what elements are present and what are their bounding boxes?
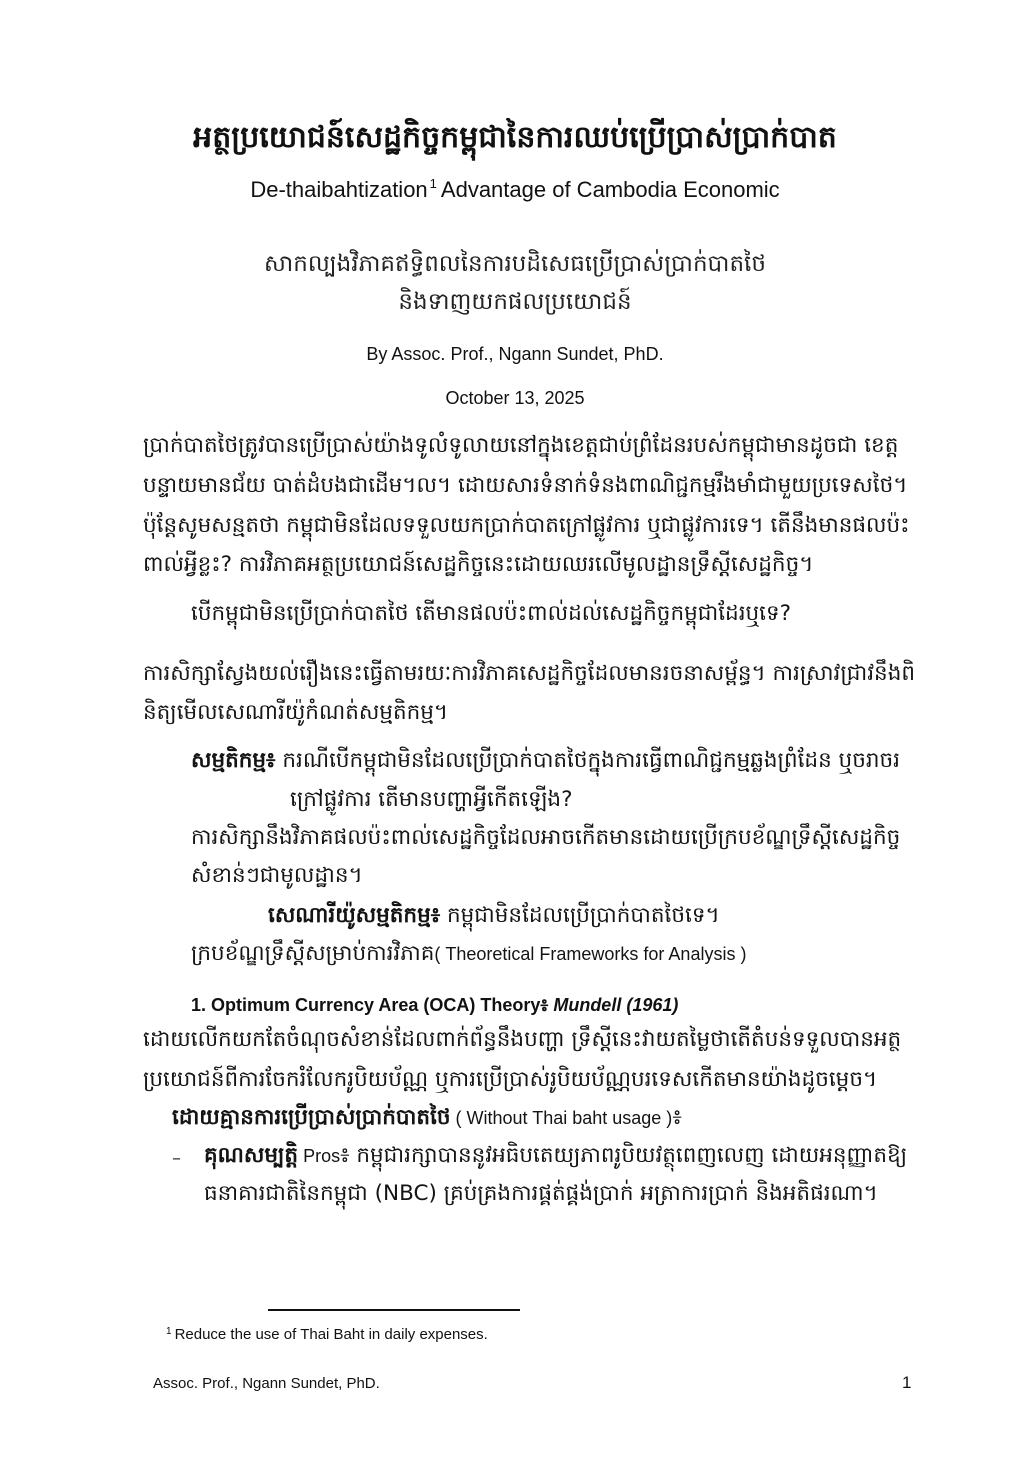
para3-line-1: ដោយលើកយកតែចំណុចសំខាន់ដែលពាក់ព័ន្ធនឹងបញ្ហា ទ្រឹស្តីនេះវាយតម្លៃថាតើតំបន់ទទួលបានអត្ថ — [143, 1027, 902, 1052]
oca-title: 1. Optimum Currency Area (OCA) Theory៖ — [191, 995, 549, 1015]
without-colon: ៖ — [672, 1105, 682, 1130]
without-en: ( Without Thai baht usage ) — [450, 1108, 673, 1128]
pros-en: Pros — [298, 1146, 341, 1166]
subtitle-line-1: សាកល្បងវិភាគឥទ្ធិពលនៃការបដិសេធប្រើប្រាស់ប្រាក់បាតថៃ — [264, 251, 766, 277]
hypothesis-line-2: ក្រៅផ្លូវការ តើមានបញ្ហាអ្វីកើតឡើង? — [290, 787, 573, 812]
hypothesis-label: សម្មតិកម្ម៖ — [191, 748, 276, 773]
study-line-2: សំខាន់ៗជាមូលដ្ឋាន។ — [191, 863, 363, 888]
para2-line-1: ការសិក្សាស្វែងយល់រឿងនេះធ្វើតាមរយៈការវិភាគសេដ្ឋកិច្ចដែលមានរចនាសម្ព័ន្ធ។ ការស្រាវជ្រាវនឹងពិ — [143, 661, 915, 686]
khmer-title: អត្ថប្រយោជន៍សេដ្ឋកិច្ចកម្ពុជានៃការឈប់ប្រើប្រាស់ប្រាក់បាត — [193, 120, 837, 155]
hypothesis-line-1 — [191, 747, 900, 778]
para1-line-3: ប៉ុន្តែសូមសន្មតថា កម្ពុជាមិនដែលទទួលយកប្រាក់បាតក្រៅផ្លូវការ ឬជាផ្លូវការទេ។ តើនឹងមានផលប៉ះ — [143, 513, 910, 538]
framework-line — [191, 940, 746, 971]
footnote-separator — [268, 1309, 520, 1311]
research-question: បើកម្ពុជាមិនប្រើប្រាក់បាតថៃ តើមានផលប៉ះពាល់ដល់សេដ្ឋកិច្ចកម្ពុជាដែរឬទេ? — [191, 601, 792, 626]
author-line: By Assoc. Prof., Ngann Sundet, PhD. — [366, 344, 664, 364]
scenario-line — [268, 902, 720, 933]
subtitle-line-2: និងទាញយកផលប្រយោជន៍ — [398, 289, 632, 315]
study-line-1: ការសិក្សានឹងវិភាគផលប៉ះពាល់សេដ្ឋកិច្ចដែលអាចកើតមានដោយប្រើក្របខ័ណ្ឌទ្រឹស្តីសេដ្ឋកិច្ច — [191, 825, 901, 850]
framework-en: ( Theoretical Frameworks for Analysis ) — [434, 944, 747, 964]
footer-author: Assoc. Prof., Ngann Sundet, PhD. — [153, 1375, 380, 1392]
english-title-main: De-thaibahtization — [250, 177, 428, 202]
date-line: October 13, 2025 — [445, 388, 585, 408]
without-km: ដោយគ្មានការប្រើប្រាស់ប្រាក់បាតថៃ — [172, 1105, 451, 1130]
footnote — [166, 1326, 488, 1343]
para1-line-1: ប្រាក់បាតថៃត្រូវបានប្រើប្រាស់យ៉ាងទូលំទូលាយនៅក្នុងខេត្តជាប់ព្រំដែនរបស់កម្ពុជាមានដូចជា ខេត្ត — [143, 433, 899, 458]
without-heading — [172, 1104, 682, 1135]
footnote-ref[interactable]: 1 — [429, 176, 437, 191]
para1-line-4: ពាល់អ្វីខ្លះ? ការវិភាគអត្ថប្រយោជន៍សេដ្ឋកិច្ចនេះដោយឈរលើមូលដ្ឋានទ្រឹស្តីសេដ្ឋកិច្ច។ — [143, 552, 814, 577]
footnote-text: Reduce the use of Thai Baht in daily expenses. — [174, 1326, 488, 1343]
pros-text: ៖ កម្ពុជារក្សាបាននូវអធិបតេយ្យភាពរូបិយវត្ថុពេញលេញ ដោយអនុញ្ញាតឱ្យ — [340, 1143, 908, 1168]
pros-line-2: ធនាគារជាតិនៃកម្ពុជា (NBC) គ្រប់គ្រងការផ្គត់ផ្គង់ប្រាក់ អត្រាការប្រាក់ និងអតិផរណា។ — [204, 1181, 878, 1206]
pros-line-1 — [204, 1142, 907, 1173]
para2-line-2: និត្យមើលសេណារីយ៉ូកំណត់សម្មតិកម្ម។ — [143, 700, 449, 725]
footnote-number: 1 — [166, 1326, 172, 1337]
para3-line-2: ប្រយោជន៍ពីការចែករំលែករូបិយប័ណ្ណ ឬការប្រើប្រាស់រូបិយប័ណ្ណបរទេសកើតមានយ៉ាងដូចម្តេច។ — [143, 1067, 878, 1092]
para1-line-2: បន្ទាយមានជ័យ បាត់ដំបងជាដើម។ល។ ដោយសារទំនាក់ទំនងពាណិជ្ជកម្មរឹងមាំជាមួយប្រទេសថៃ។ — [143, 473, 908, 498]
page-number: 1 — [902, 1373, 912, 1392]
scenario-text: កម្ពុជាមិនដែលប្រើប្រាក់បាតថៃទេ។ — [440, 903, 720, 928]
scenario-label: សេណារីយ៉ូសម្មតិកម្ម៖ — [268, 903, 441, 928]
pros-label: គុណសម្បត្តិ — [204, 1143, 299, 1168]
english-title-rest: Advantage of Cambodia Economic — [440, 177, 780, 202]
framework-km: ក្របខ័ណ្ឌទ្រឹស្តីសម្រាប់ការវិភាគ — [191, 941, 435, 966]
english-title — [0, 176, 1030, 203]
bullet-dash: – — [172, 1148, 181, 1169]
oca-author: Mundell (1961) — [553, 995, 679, 1015]
oca-heading — [191, 993, 678, 1020]
hypothesis-text: ករណីបើកម្ពុជាមិនដែលប្រើប្រាក់បាតថៃក្នុងការធ្វើពាណិជ្ជកម្មឆ្លងព្រំដែន ឬចរាចរ — [275, 748, 900, 773]
